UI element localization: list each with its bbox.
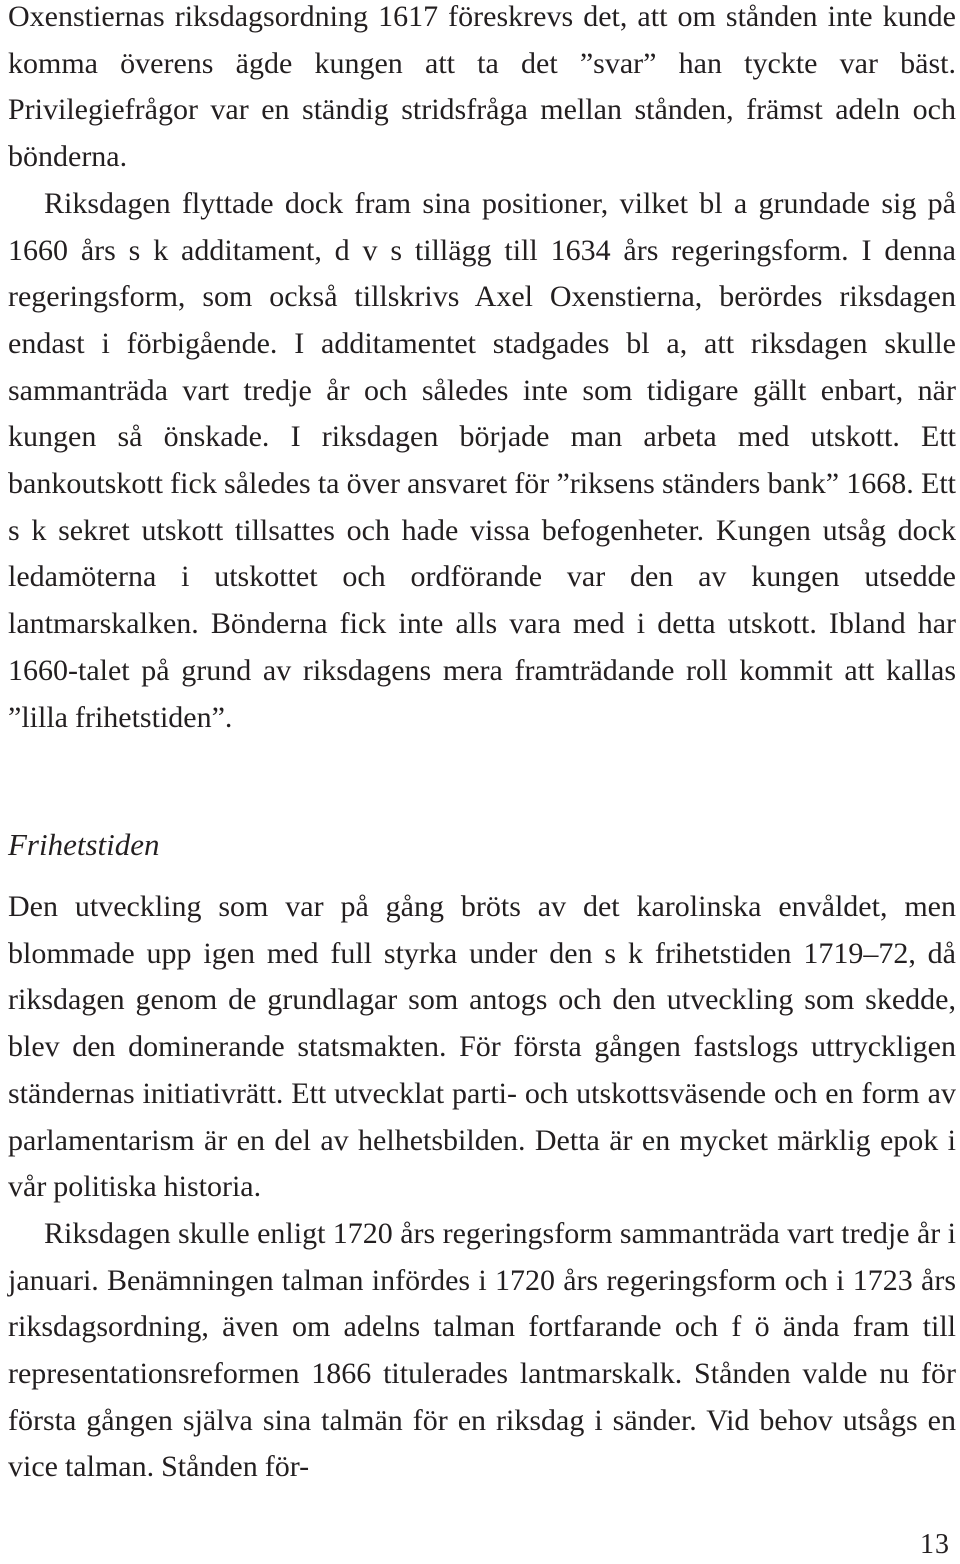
page-number: 13 — [920, 1529, 950, 1560]
paragraph-regeringsform-1720: Riksdagen skulle enligt 1720 års regeringsform sammanträda vart tredje år i januari. Benämningen talman infördes i 1720 års regeringsform och i 1723 års riksdagsordning, även om adelns talman fortfarande och f ö ända fram till representationsreformen 1866 titulerades lantmarskalk. Stånden valde nu för första gången själva sina talmän för en riksdag i sänder. Vid behov utsågs en vice talman. Stånden för- — [8, 1216, 956, 1484]
paragraph-additament: Riksdagen flyttade dock fram sina positioner, vilket bl a grundade sig på 1660 års s k additament, d v s tillägg till 1634 års regeringsform. I denna regeringsform, som också tillskrivs Axel Oxenstierna, berördes riksdagen endast i förbigående. I additamentet stadgades bl a, att riksdagen skulle sammanträda vart tredje år och således inte som tidigare gällt enbart, när kungen så önskade. I riksdagen började man arbeta med utskott. Ett bankoutskott fick således ta över ansvaret för ”riksens ständers bank” 1668. Ett s k sekret utskott tillsattes och hade vissa befogenheter. Kungen utsåg dock ledamöterna i utskottet och ordförande var den av kungen utsedde lantmarskalken. Bönderna fick inte alls vara med i detta utskott. Ibland har 1660-talet på grund av riksdagens mera framträdande roll kommit att kallas ”lilla frihetstiden”. — [8, 186, 956, 734]
frihetstiden-text-block — [8, 884, 956, 1491]
paragraph-riksdagsordning: Oxenstiernas riksdagsordning 1617 föreskrevs det, att om stånden inte kunde komma överens ägde kungen att ta det ”svar” han tyckte var bäst. Privilegiefrågor var en ständig stridsfråga mellan stånden, främst adeln och bönderna. — [8, 0, 956, 174]
paragraph-frihetstiden-intro: Den utveckling som var på gång bröts av det karolinska envåldet, men blommade upp igen med full styrka under den s k frihetstiden 1719–72, då riksdagen genom de grundlagar som antogs och den utveckling som skedde, blev den dominerande statsmakten. För första gången fastslogs uttryckligen ständernas initiativrätt. Ett utvecklat parti- och utskottsväsende och en form av parlamentarism är en del av helhetsbilden. Detta är en mycket märklig epok i vår politiska historia. — [8, 890, 956, 1204]
section-heading-frihetstiden: Frihetstiden — [8, 827, 160, 862]
first-text-block — [8, 0, 956, 741]
